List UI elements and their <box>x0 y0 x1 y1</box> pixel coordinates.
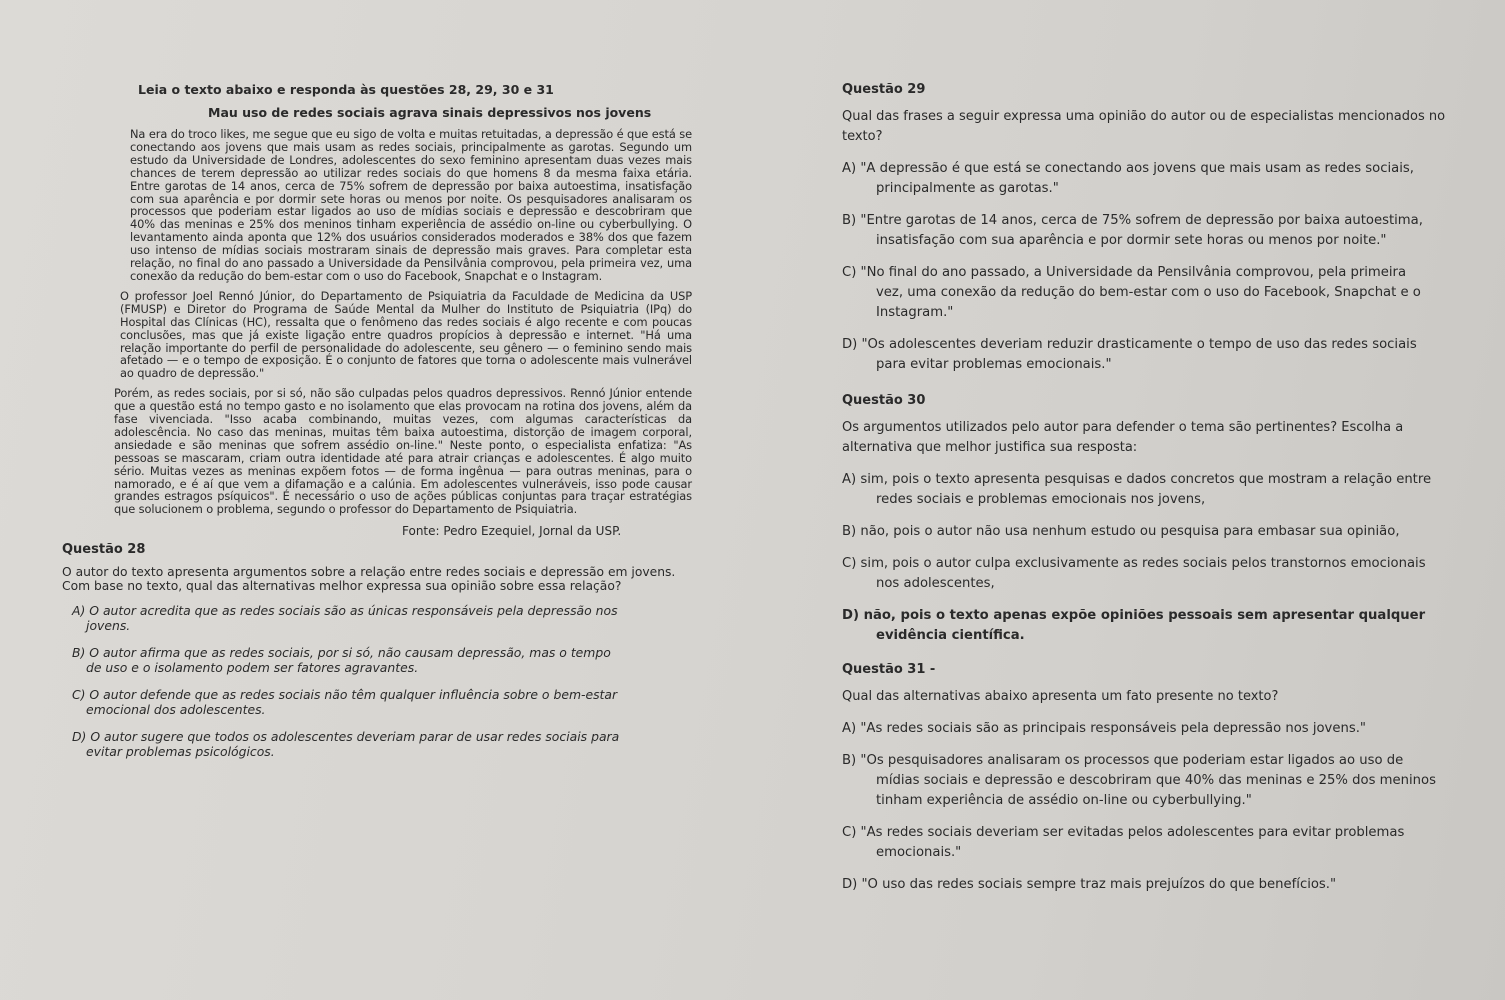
option-text: B) "Os pesquisadores analisaram os processos que poderiam estar ligados ao uso de <box>842 753 1404 768</box>
option-c[interactable] <box>842 263 1452 323</box>
option-c[interactable] <box>842 554 1452 594</box>
question-text: Qual das frases a seguir expressa uma opinião do autor ou de especialistas mencionados no texto? <box>842 109 1446 144</box>
question-30 <box>842 393 1452 646</box>
option-text-continued: jovens. <box>86 618 131 634</box>
question-title: Questão 28 <box>62 542 146 558</box>
option-text: C) O autor defende que as redes sociais não têm qualquer influência sobre o bem-estar <box>72 687 618 703</box>
option-text: D) "Os adolescentes deveriam reduzir drasticamente o tempo de uso das redes sociais <box>842 337 1417 352</box>
question-title: Questão 29 <box>842 82 926 97</box>
article-paragraph: Na era do troco likes, me segue que eu sigo de volta e muitas retuitadas, a depressão é que está se conectando aos jovens que mais usam as redes sociais, principalmente as garotas. Segundo um estudo da Universidade de Londres, adolescentes do sexo feminino apresentam duas vezes mais chances de terem depressão ao utilizar redes sociais do que homens 8 da mesma faixa etária. Entre garotas de 14 anos, cerca de 75% sofrem de depressão por baixa autoestima, insatisfação com sua aparência e por dormir sete horas ou menos por noite. Os pesquisadores analisaram os processos que poderiam estar ligados ao uso de mídias sociais e depressão e descobriram que 40% das meninas e 25% dos meninos tinham experiência de assédio on-line ou cyberbullying. O levantamento ainda aponta que 12% dos usuários considerados moderados e 38% dos que fazem uso intenso de mídias sociais mostraram sinais de depressão mais graves. Para completar esta relação, no final do ano passado a Universidade da Pensilvânia comprovou, pela primeira vez, uma conexão da redução do bem-estar com o uso do Facebook, Snapchat e o Instagram. <box>130 127 692 283</box>
option-a[interactable] <box>72 603 692 633</box>
article-title: Mau uso de redes sociais agrava sinais depressivos nos jovens <box>208 105 652 120</box>
option-b[interactable] <box>72 645 692 675</box>
option-b[interactable] <box>842 522 1452 542</box>
option-text: D) não, pois o texto apenas expõe opiniões pessoais sem apresentar qualquer <box>842 608 1426 623</box>
question-text: Os argumentos utilizados pelo autor para defender o tema são pertinentes? Escolha a alternativa que melhor justifica sua resposta: <box>842 420 1404 455</box>
question-29 <box>842 82 1452 375</box>
article-source: Fonte: Pedro Ezequiel, Jornal da USP. <box>402 524 622 539</box>
option-text: A) O autor acredita que as redes sociais são as únicas responsáveis pela depressão nos <box>72 603 618 619</box>
option-text-continued: insatisfação com sua aparência e por dormir sete horas ou menos por noite." <box>876 233 1387 248</box>
option-text-continued: vez, uma conexão da redução do bem-estar com o uso do Facebook, Snapchat e o Instagram." <box>876 285 1421 320</box>
option-text: C) sim, pois o autor culpa exclusivamente as redes sociais pelos transtornos emocionais <box>842 556 1426 571</box>
option-d[interactable] <box>72 729 692 759</box>
option-c[interactable] <box>72 687 692 717</box>
option-text-continued: emocionais." <box>876 845 962 860</box>
option-d[interactable] <box>842 875 1452 895</box>
option-a[interactable] <box>842 159 1452 199</box>
option-text-continued: para evitar problemas emocionais." <box>876 357 1112 372</box>
option-text: C) "As redes sociais deveriam ser evitadas pelos adolescentes para evitar problemas <box>842 825 1405 840</box>
option-text: D) O autor sugere que todos os adolescentes deveriam parar de usar redes sociais para <box>72 729 620 745</box>
question-title: Questão 30 <box>842 393 926 408</box>
option-text: B) não, pois o autor não usa nenhum estudo ou pesquisa para embasar sua opinião, <box>842 524 1400 539</box>
option-text-continued: mídias sociais e depressão e descobriram que 40% das meninas e 25% dos meninos tinham experiência de assédio on-line ou cyberbullying." <box>876 773 1436 808</box>
option-text: B) "Entre garotas de 14 anos, cerca de 75% sofrem de depressão por baixa autoestima, <box>842 213 1423 228</box>
option-text: A) "A depressão é que está se conectando aos jovens que mais usam as redes sociais, <box>842 161 1414 176</box>
option-text-continued: evidência científica. <box>876 628 1025 643</box>
option-b[interactable] <box>842 211 1452 251</box>
option-text-continued: de uso e o isolamento podem ser fatores agravantes. <box>86 660 419 676</box>
option-a[interactable] <box>842 719 1452 739</box>
instructions: Leia o texto abaixo e responda às questões 28, 29, 30 e 31 <box>138 82 554 97</box>
option-text-continued: redes sociais e problemas emocionais nos jovens, <box>876 492 1206 507</box>
option-text-continued: principalmente as garotas." <box>876 181 1059 196</box>
question-28 <box>62 542 692 759</box>
question-text: Qual das alternativas abaixo apresenta um fato presente no texto? <box>842 689 1279 704</box>
option-text: C) "No final do ano passado, a Universidade da Pensilvânia comprovou, pela primeira <box>842 265 1407 280</box>
option-text: A) sim, pois o texto apresenta pesquisas e dados concretos que mostram a relação entre <box>842 472 1432 487</box>
option-text: A) "As redes sociais são as principais responsáveis pela depressão nos jovens." <box>842 721 1366 736</box>
option-b[interactable] <box>842 751 1452 811</box>
article-paragraph: O professor Joel Rennó Júnior, do Departamento de Psiquiatria da Faculdade de Medicina da USP (FMUSP) e Diretor do Programa de Saúde Mental da Mulher do Instituto de Psiquiatria (IPq) do Hospital das Clínicas (HC), ressalta que o fenômeno das redes sociais é algo recente e com poucas conclusões, mas que já existe ligação entre quadros propícios à depressão e internet. "Há uma relação importante do perfil de personalidade do adolescente, seu gênero — o feminino sendo mais afetado — e o tempo de exposição. É o conjunto de fatores que torna o adolescente mais vulnerável ao quadro de depressão." <box>120 288 692 381</box>
article-body <box>62 128 692 516</box>
option-text-continued: evitar problemas psicológicos. <box>86 744 275 760</box>
option-d[interactable] <box>842 335 1452 375</box>
question-text: O autor do texto apresenta argumentos sobre a relação entre redes sociais e depressão em jovens. Com base no texto, qual das alternativas melhor expressa sua opinião sobre essa relação? <box>62 565 676 594</box>
option-text-continued: emocional dos adolescentes. <box>86 702 266 718</box>
option-text: B) O autor afirma que as redes sociais, por si só, não causam depressão, mas o tempo <box>72 645 611 661</box>
option-text: D) "O uso das redes sociais sempre traz mais prejuízos do que benefícios." <box>842 877 1337 892</box>
option-c[interactable] <box>842 823 1452 863</box>
question-title: Questão 31 - <box>842 662 936 677</box>
right-column <box>842 78 1452 907</box>
option-a[interactable] <box>842 470 1452 510</box>
left-column <box>62 82 692 771</box>
article-paragraph: Porém, as redes sociais, por si só, não são culpadas pelos quadros depressivos. Rennó Júnior entende que a questão está no tempo gasto e no isolamento que elas provocam na rotina dos jovens, além da fase vivenciada. "Isso acaba combinando, muitas vezes, com algumas características da adolescência. No caso das meninas, muitas têm baixa autoestima, distorção de imagem corporal, ansiedade e são meninas que sofrem assédio on-line." Neste ponto, o especialista enfatiza: "As pessoas se mascaram, criam outra identidade até para atrair crianças e adolescentes. É algo muito sério. Muitas vezes as meninas expõem fotos — de forma ingênua — para outras meninas, para o namorado, e é aí que vem a difamação e a calúnia. Em adolescentes vulneráveis, isso pode causar grandes estragos psíquicos". É necessário o uso de ações públicas conjuntas para traçar estratégias que solucionem o problema, segundo o professor do Departamento de Psiquiatria. <box>114 386 692 517</box>
option-d[interactable] <box>842 606 1452 646</box>
option-text-continued: nos adolescentes, <box>876 576 995 591</box>
question-31 <box>842 662 1452 895</box>
